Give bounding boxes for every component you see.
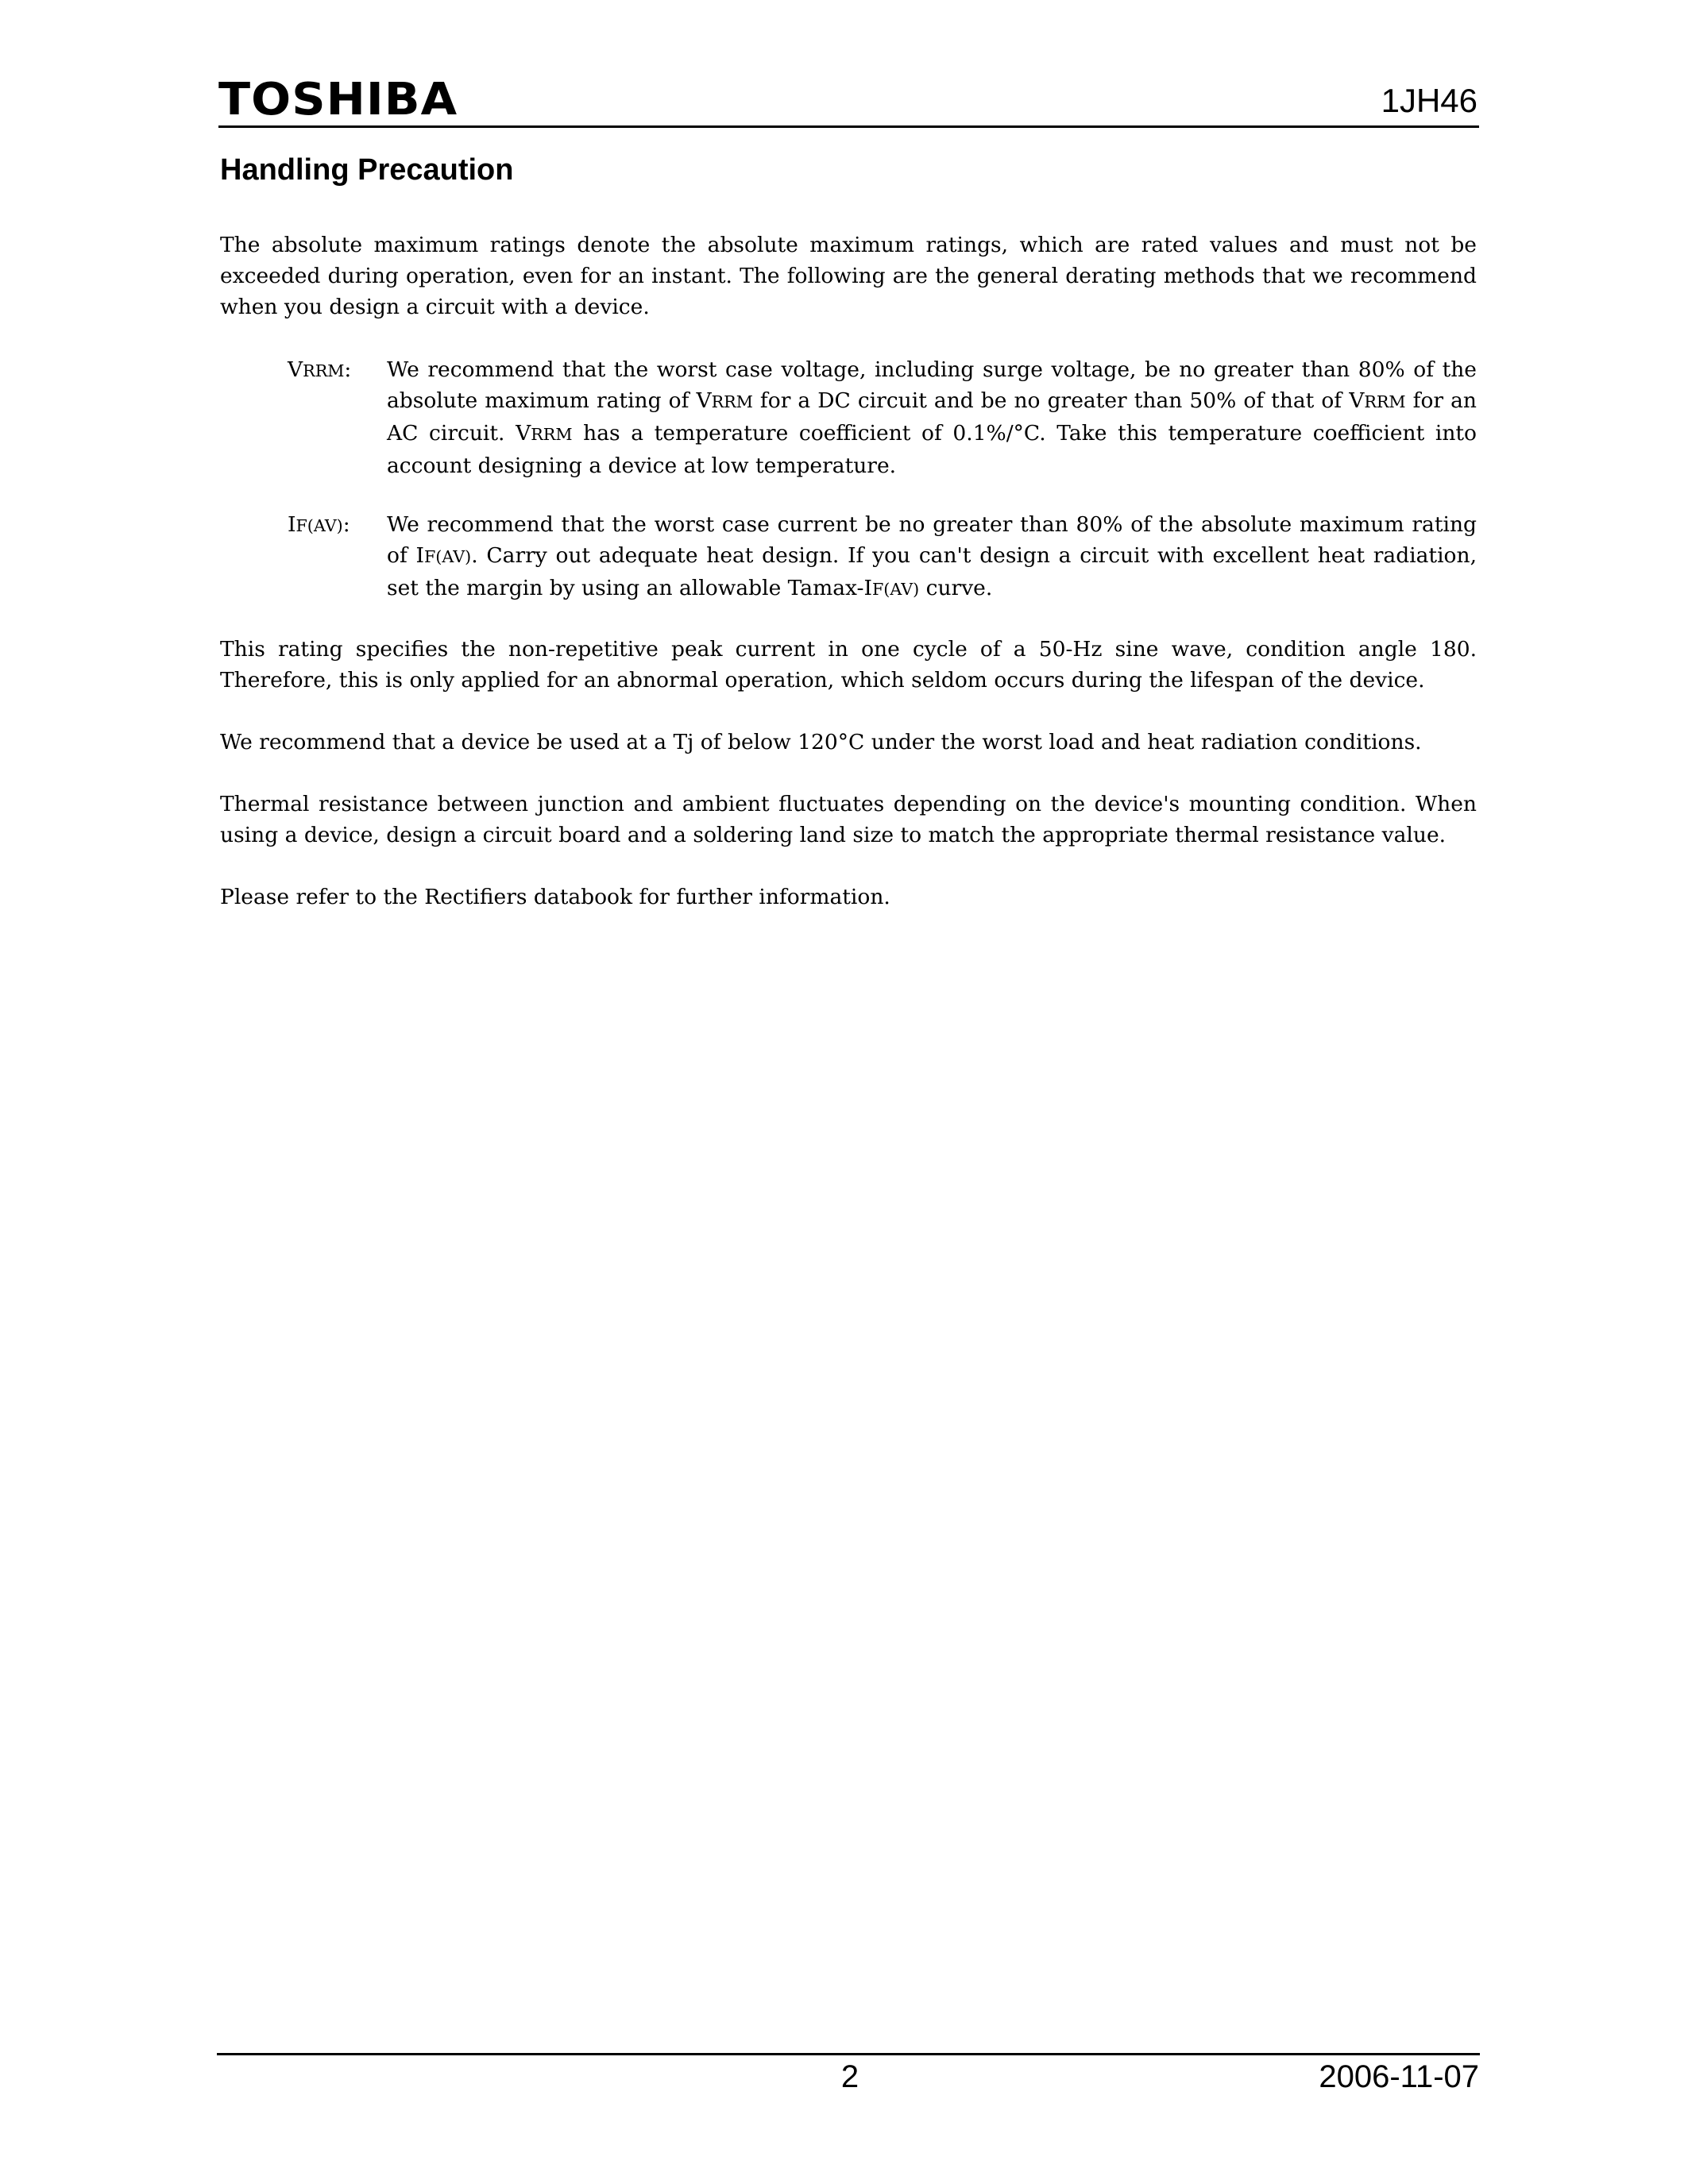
tj-paragraph: We recommend that a device be used at a Tj of below 120°C under the worst load and heat radiation conditions. xyxy=(220,730,1422,754)
vrrm-text-1: We recommend that the worst case voltage, including surge voltage, be no greater than 80% of the absolute maximum rating of xyxy=(387,357,1477,413)
vrrm-symbol: V xyxy=(516,421,531,446)
refer-paragraph: Please refer to the Rectifiers databook for further information. xyxy=(220,885,890,909)
part-number: 1JH46 xyxy=(1381,82,1477,119)
vrrm-label xyxy=(288,354,383,387)
ifav-text-1: We recommend that the worst case current be no greater than 80% of the absolute maximum rating of xyxy=(387,512,1477,568)
thermal-paragraph: Thermal resistance between junction and ambient fluctuates depending on the device's mounting condition. When using a device, design a circuit board and a soldering land size to match the appropriate thermal resistance value. xyxy=(220,792,1477,847)
ifav-symbol: I xyxy=(863,576,872,600)
vrrm-symbol: V xyxy=(696,388,712,413)
page-number: 2 xyxy=(840,2059,859,2094)
ifav-symbol-sub: F(AV) xyxy=(423,547,472,566)
ifav-symbol-sub: F(AV) xyxy=(871,580,920,599)
page-header xyxy=(218,76,1479,128)
vrrm-label-main: V xyxy=(288,357,303,382)
ifav-label-colon: : xyxy=(342,512,350,537)
vrrm-text-3: for an AC circuit. xyxy=(387,388,1477,446)
section-title: Handling Precaution xyxy=(220,153,514,187)
toshiba-logo: TOSHIBA xyxy=(218,74,458,125)
vrrm-text-2: for a DC circuit and be no greater than 50% of that of xyxy=(752,388,1350,413)
vrrm-symbol: V xyxy=(1349,388,1365,413)
ifav-label-main: I xyxy=(288,512,296,537)
vrrm-symbol-sub: RRM xyxy=(1364,392,1406,411)
vrrm-symbol-sub: RRM xyxy=(531,425,573,444)
vrrm-symbol-sub: RRM xyxy=(711,392,753,411)
footer-divider xyxy=(217,2053,1480,2055)
vrrm-text-4: has a temperature coefficient of 0.1%/°C. Take this temperature coefficient into account designing a device at low temperature. xyxy=(387,421,1477,478)
ifav-symbol: I xyxy=(415,543,424,568)
ifav-definition xyxy=(387,509,1477,605)
ifav-text-2: . Carry out adequate heat design. If you can't design a circuit with excellent heat radiation, set the margin by using an allowable Tamax- xyxy=(387,543,1477,600)
ifav-text-3: curve. xyxy=(919,576,993,600)
ifav-label xyxy=(288,509,383,542)
intro-paragraph: The absolute maximum ratings denote the absolute maximum ratings, which are rated values and must not be exceeded during operation, even for an instant. The following are the general derating methods that we recommend when you design a circuit with a device. xyxy=(220,233,1477,319)
vrrm-label-sub: RRM xyxy=(303,361,345,380)
surge-paragraph: This rating specifies the non-repetitive peak current in one cycle of a 50-Hz sine wave, condition angle 180. Therefore, this is only applied for an abnormal operation, which seldom occurs during the lifespan of the device. xyxy=(220,637,1477,693)
vrrm-label-colon: : xyxy=(344,357,352,382)
vrrm-definition xyxy=(387,354,1477,481)
ifav-label-sub: F(AV) xyxy=(295,516,343,535)
document-date: 2006-11-07 xyxy=(1319,2059,1479,2094)
